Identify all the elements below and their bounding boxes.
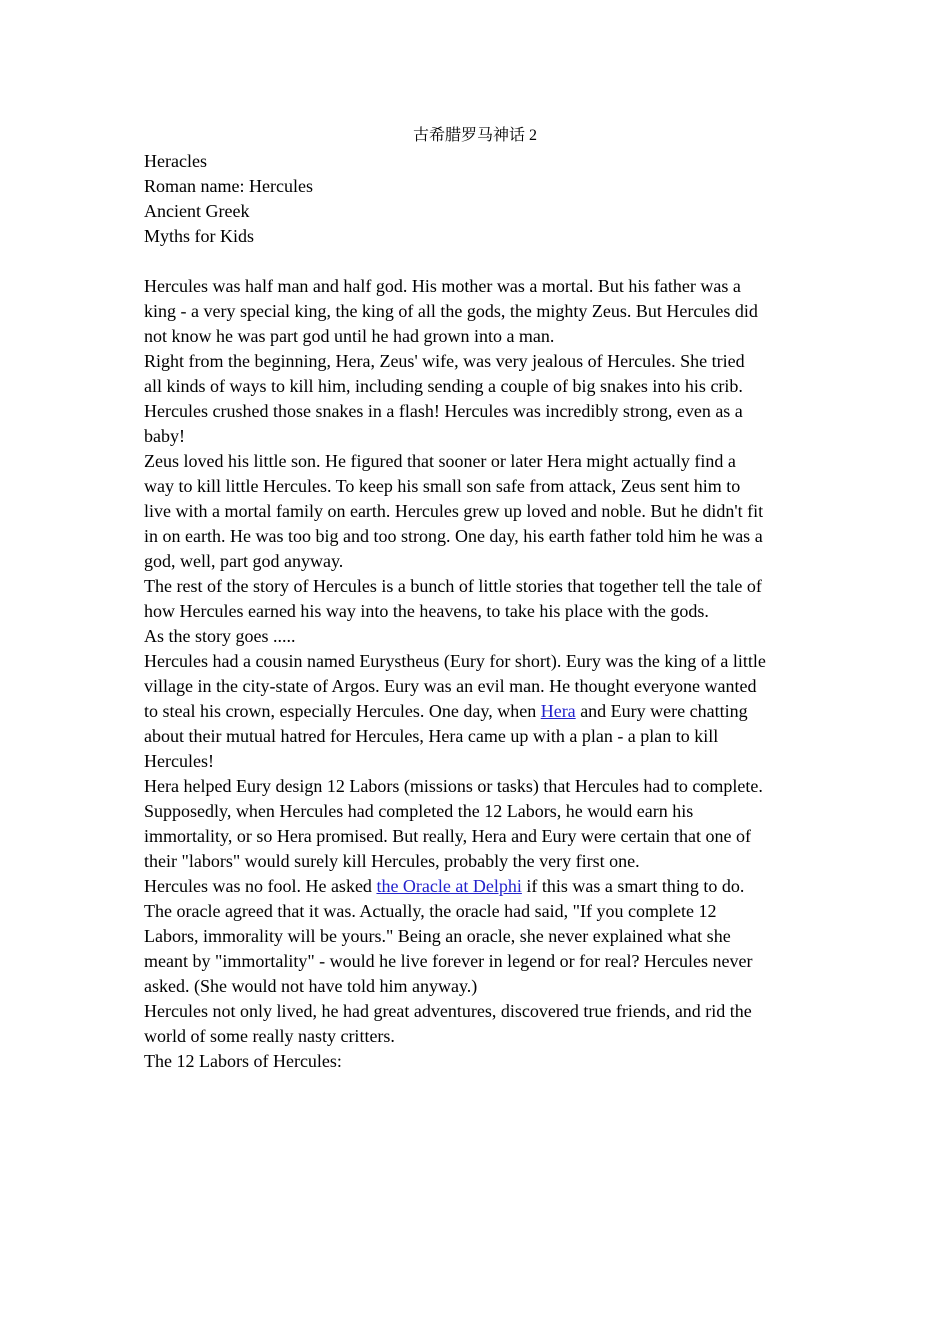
paragraph-1-line: king - a very special king, the king of all the gods, the mighty Zeus. But Hercules did	[144, 301, 758, 321]
paragraph-9-line: world of some really nasty critters.	[144, 1026, 395, 1046]
paragraph-3-line: Zeus loved his little son. He figured that sooner or later Hera might actually find a	[144, 451, 736, 471]
paragraph-8-line: meant by "immortality" - would he live forever in legend or for real? Hercules never	[144, 951, 753, 971]
paragraph-8-link-line	[144, 874, 810, 899]
paragraph-7-line: their "labors" would surely kill Hercules, probably the very first one.	[144, 851, 640, 871]
paragraph-1-line: Hercules was half man and half god. His mother was a mortal. But his father was a	[144, 276, 741, 296]
paragraph-9-line: Hercules not only lived, he had great adventures, discovered true friends, and rid the	[144, 1001, 752, 1021]
paragraph-2-line: baby!	[144, 426, 185, 446]
document-title: 古希腊罗马神话 2	[412, 127, 537, 144]
header-line-category: Ancient Greek	[144, 201, 250, 221]
paragraph-spacer	[144, 249, 810, 274]
paragraph-7-line: Hera helped Eury design 12 Labors (missions or tasks) that Hercules had to complete.	[144, 776, 763, 796]
header-line-audience: Myths for Kids	[144, 226, 255, 246]
paragraph-6-line: about their mutual hatred for Hercules, Hera came up with a plan - a plan to kill	[144, 726, 719, 746]
paragraph-6-line: Hercules!	[144, 751, 214, 771]
paragraph-2-line: all kinds of ways to kill him, including sending a couple of big snakes into his crib.	[144, 376, 743, 396]
oracle-at-delphi-link[interactable]: the Oracle at Delphi	[376, 876, 522, 896]
paragraph-4-line: how Hercules earned his way into the heavens, to take his place with the gods.	[144, 601, 709, 621]
paragraph-2-line: Right from the beginning, Hera, Zeus' wife, was very jealous of Hercules. She tried	[144, 351, 745, 371]
header-line-roman-name: Roman name: Hercules	[144, 176, 313, 196]
paragraph-8-text-after-link: if this was a smart thing to do.	[521, 876, 745, 896]
paragraph-8-line: asked. (She would not have told him anyway.)	[144, 976, 478, 996]
paragraph-8-text-before-link: Hercules was no fool. He asked	[144, 876, 377, 896]
labors-heading: The 12 Labors of Hercules:	[144, 1051, 342, 1071]
paragraph-1-line: not know he was part god until he had grown into a man.	[144, 326, 555, 346]
paragraph-2-line: Hercules crushed those snakes in a flash! Hercules was incredibly strong, even as a	[144, 401, 743, 421]
hera-link[interactable]: Hera	[540, 701, 576, 721]
paragraph-3-line: in on earth. He was too big and too strong. One day, his earth father told him he was a	[144, 526, 763, 546]
paragraph-6-line: village in the city-state of Argos. Eury was an evil man. He thought everyone wanted	[144, 676, 757, 696]
paragraph-7-line: immortality, or so Hera promised. But really, Hera and Eury were certain that one of	[144, 826, 751, 846]
paragraph-7-line: Supposedly, when Hercules had completed the 12 Labors, he would earn his	[144, 801, 694, 821]
paragraph-5-line: As the story goes .....	[144, 626, 296, 646]
paragraph-4-line: The rest of the story of Hercules is a bunch of little stories that together tell the tale of	[144, 576, 762, 596]
paragraph-6-text-after-link: and Eury were chatting	[575, 701, 748, 721]
paragraph-8-line: The oracle agreed that it was. Actually, the oracle had said, "If you complete 12	[144, 901, 717, 921]
paragraph-6-text-before-link: to steal his crown, especially Hercules. One day, when	[144, 701, 541, 721]
paragraph-6-link-line	[144, 699, 810, 724]
paragraph-3-line: live with a mortal family on earth. Hercules grew up loved and noble. But he didn't fit	[144, 501, 764, 521]
header-line-name: Heracles	[144, 151, 207, 171]
paragraph-3-line: god, well, part god anyway.	[144, 551, 344, 571]
document-body	[144, 149, 810, 1074]
paragraph-6-line: Hercules had a cousin named Eurystheus (Eury for short). Eury was the king of a little	[144, 651, 766, 671]
paragraph-3-line: way to kill little Hercules. To keep his small son safe from attack, Zeus sent him to	[144, 476, 741, 496]
paragraph-8-line: Labors, immorality will be yours." Being an oracle, she never explained what she	[144, 926, 731, 946]
